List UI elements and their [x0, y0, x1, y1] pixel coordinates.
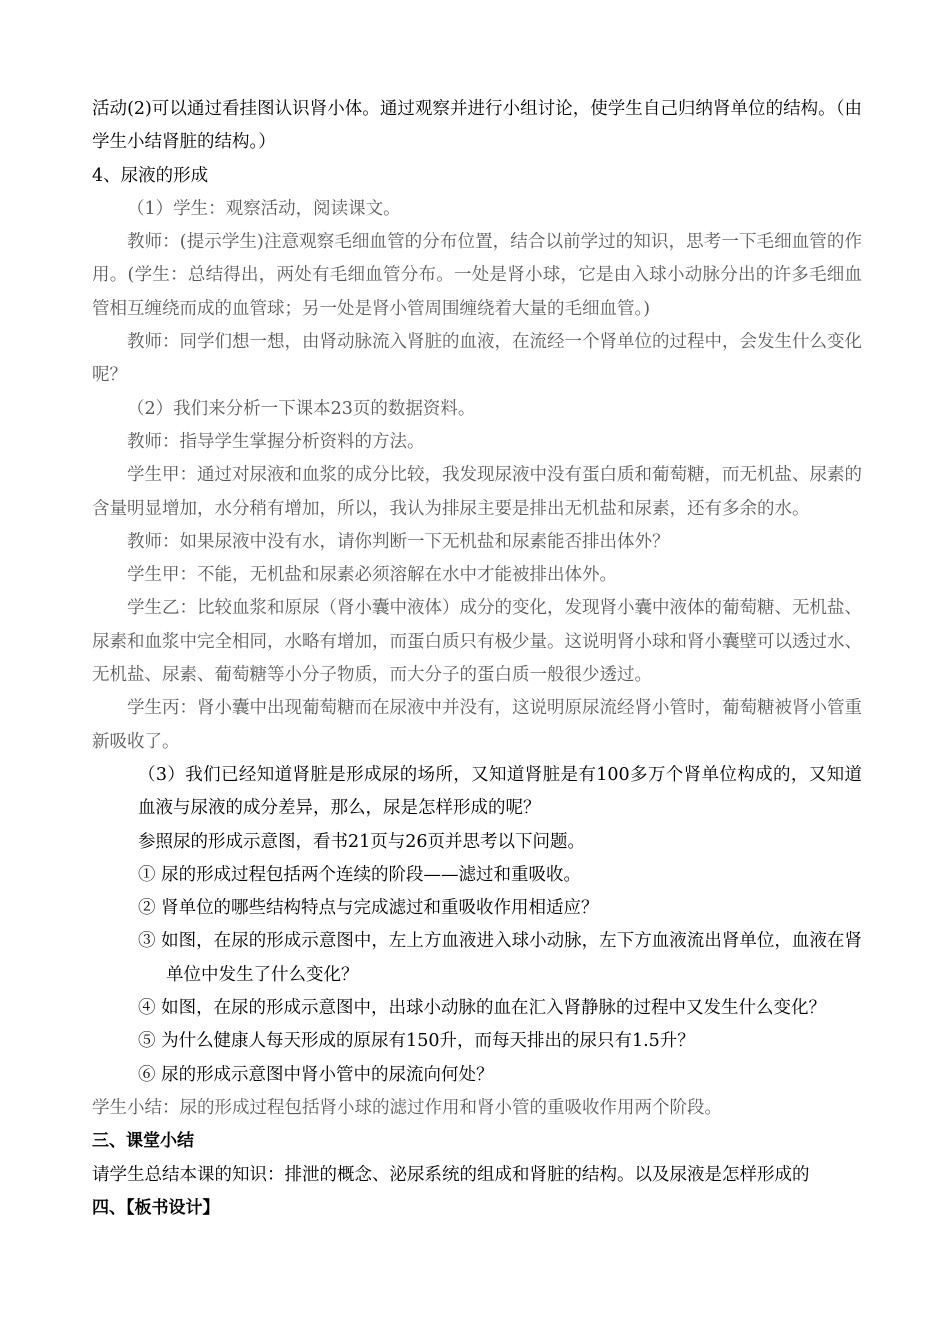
question-6: ⑥ 尿的形成示意图中肾小管中的尿流向何处？ [138, 1064, 494, 1085]
paragraph-teacher-hint: 教师：(提示学生)注意观察毛细血管的分布位置，结合以前学过的知识，思考一下毛细血管的作用。(学生：总结得出，两处有毛细血管分布。一处是肾小球，它是由入球小动脉分出的许多毛细血管相互缠绕而成的血管球；另一处是肾小管周围缠绕着大量的毛细血管。) [92, 232, 862, 319]
heading-board-design: 四、【板书设计】 [92, 1197, 220, 1218]
question-3: ③ 如图，在尿的形成示意图中，左上方血液进入球小动脉，左下方血液流出肾单位，血液在肾单位中发生了什么变化？ [138, 931, 862, 985]
paragraph-step-2: （2）我们来分析一下课本23页的数据资料。 [127, 398, 476, 419]
paragraph-teacher-question: 教师：同学们想一想，由肾动脉流入肾脏的血液，在流经一个肾单位的过程中，会发生什么变化呢？ [92, 332, 862, 386]
paragraph-step-1: （1）学生：观察活动，阅读课文。 [127, 198, 401, 219]
paragraph-student-c: 学生丙：肾小囊中出现葡萄糖而在尿液中并没有，这说明原尿流经肾小管时，葡萄糖被肾小管重新吸收了。 [92, 698, 862, 752]
paragraph-step-3: （3）我们已经知道肾脏是形成尿的场所，又知道肾脏是有100多万个肾单位构成的，又知道血液与尿液的成分差异，那么，尿是怎样形成的呢？ [138, 764, 862, 819]
paragraph-student-summary: 学生小结：尿的形成过程包括肾小球的滤过作用和肾小管的重吸收作用两个阶段。 [92, 1097, 722, 1118]
paragraph-teacher-guide: 教师：指导学生掌握分析资料的方法。 [127, 431, 425, 452]
paragraph-class-summary: 请学生总结本课的知识：排泄的概念、泌尿系统的组成和肾脏的结构。以及尿液是怎样形成的 [92, 1164, 810, 1185]
paragraph-activity: 活动(2)可以通过看挂图认识肾小体。通过观察并进行小组讨论，使学生自己归纳肾单位的结构。（由学生小结肾脏的结构。） [92, 99, 862, 153]
paragraph-reference: 参照尿的形成示意图，看书21页与26页并思考以下问题。 [138, 831, 586, 852]
paragraph-student-b: 学生乙：比较血浆和原尿（肾小囊中液体）成分的变化，发现肾小囊中液体的葡萄糖、无机盐、尿素和血浆中完全相同，水略有增加，而蛋白质只有极少量。这说明肾小球和肾小囊壁可以透过水、无机盐、尿素、葡萄糖等小分子物质，而大分子的蛋白质一般很少透过。 [92, 598, 862, 686]
heading-urine-formation: 4、尿液的形成 [92, 165, 209, 186]
question-5: ⑤ 为什么健康人每天形成的原尿有150升，而每天排出的尿只有1.5升？ [138, 1031, 695, 1052]
paragraph-teacher-water: 教师：如果尿液中没有水，请你判断一下无机盐和尿素能否排出体外？ [127, 531, 670, 552]
paragraph-student-a: 学生甲：通过对尿液和血浆的成分比较，我发现尿液中没有蛋白质和葡萄糖，而无机盐、尿素的含量明显增加，水分稍有增加，所以，我认为排尿主要是排出无机盐和尿素，还有多余的水。 [92, 465, 862, 519]
question-4: ④ 如图，在尿的形成示意图中，出球小动脉的血在汇入肾静脉的过程中又发生什么变化？ [138, 998, 827, 1019]
heading-class-summary: 三、课堂小结 [92, 1131, 194, 1152]
question-2: ② 肾单位的哪些结构特点与完成滤过和重吸收作用相适应？ [138, 898, 599, 919]
question-1: ① 尿的形成过程包括两个连续的阶段——滤过和重吸收。 [138, 864, 582, 885]
paragraph-student-a-answer: 学生甲：不能，无机盐和尿素必须溶解在水中才能被排出体外。 [127, 565, 617, 586]
document-body [92, 93, 862, 1225]
